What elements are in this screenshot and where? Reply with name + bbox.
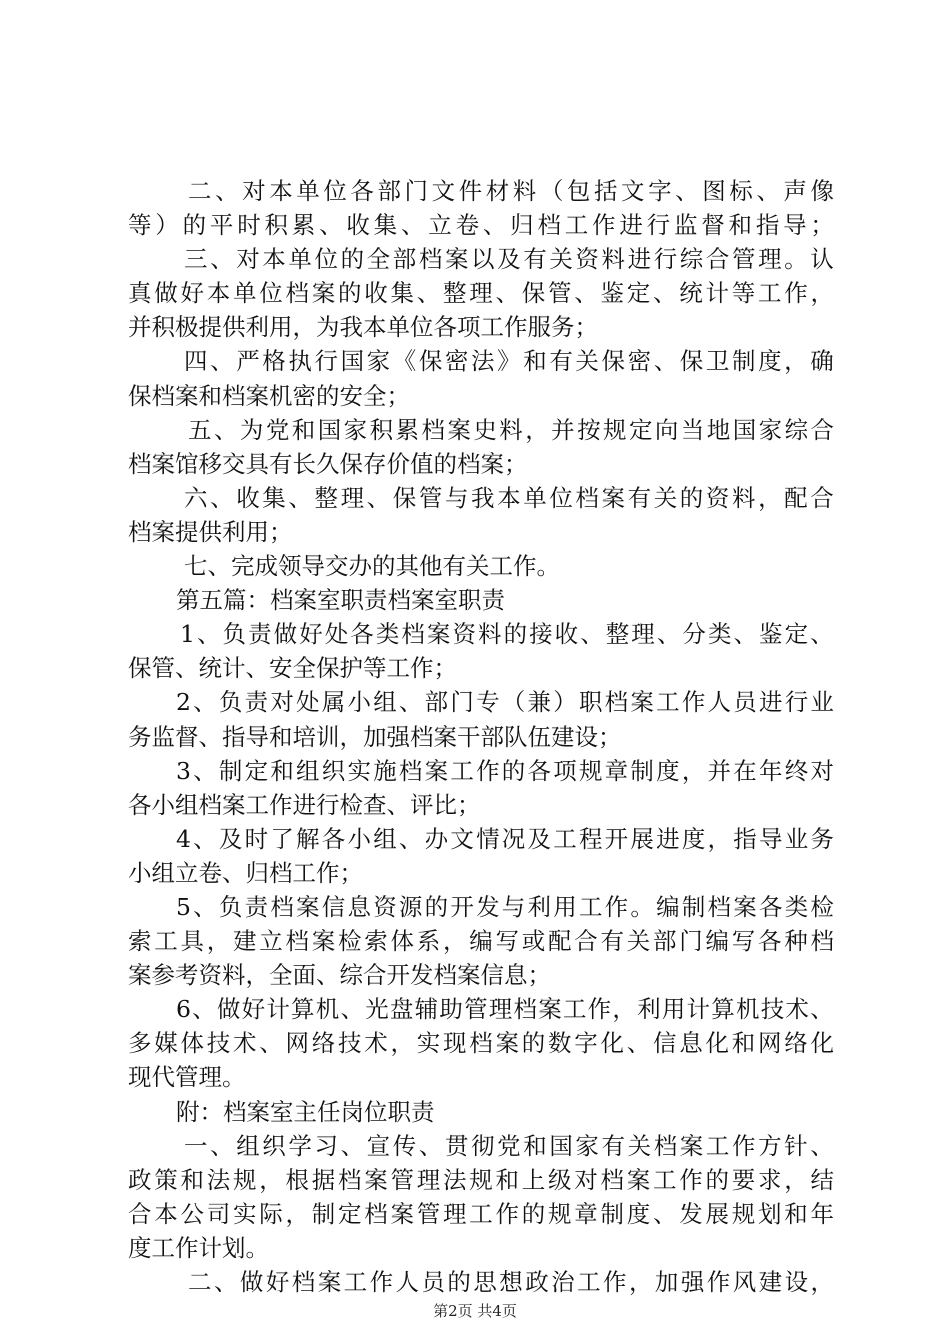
text-line: 一 、 组 织 学 习 、 宣 传 、 贯 彻 党 和 国 家 有 关 档 案 工 作 方 针 、 [184, 1131, 834, 1160]
text-line: 五 、 为 党 和 国 家 积 累 档 案 史 料 ， 并 按 规 定 向 当 地 国 家 综 合 [188, 415, 834, 444]
text-line: 各小组档案工作进行检查、评比； [128, 790, 481, 819]
text-line: 档案馆移交具有长久保存价值的档案； [128, 449, 528, 478]
text-line: 合 本 公 司 实 际 ， 制 定 档 案 管 理 工 作 的 规 章 制 度 、 发 展 规 划 和 年 [128, 1199, 834, 1228]
text-line: 4 、 及 时 了 解 各 小 组 、 办 文 情 况 及 工 程 开 展 进 度 ， 指 导 业 务 [176, 824, 834, 853]
text-line: 二 、 对 本 单 位 各 部 门 文 件 材 料 （ 包 括 文 字 、 图 标 、 声 像 [188, 177, 834, 205]
text-line: 保管、统计、安全保护等工作； [128, 654, 457, 683]
text-line: 二 、 做 好 档 案 工 作 人 员 的 思 想 政 治 工 作 ， 加 强 作 风 建 设 ， [188, 1268, 834, 1296]
text-line: 等 ） 的 平 时 积 累 、 收 集 、 立 卷 、 归 档 工 作 进 行 监 督 和 指 导 ； [128, 211, 834, 240]
text-line: 小组立卷、归档工作； [128, 858, 363, 887]
text-line: 1 、 负 责 做 好 处 各 类 档 案 资 料 的 接 收 、 整 理 、 分 类 、 鉴 定 、 [180, 620, 834, 649]
text-line: 附：档案室主任岗位职责 [176, 1097, 435, 1126]
text-line: 并积极提供利用，为我本单位各项工作服务； [128, 313, 598, 342]
text-line: 多 媒 体 技 术 、 网 络 技 术 ， 实 现 档 案 的 数 字 化 、 信 息 化 和 网 络 化 [128, 1029, 834, 1058]
text-line: 政 策 和 法 规 ， 根 据 档 案 管 理 法 规 和 上 级 对 档 案 工 作 的 要 求 ， 结 [128, 1165, 834, 1194]
text-line: 务监督、指导和培训，加强档案干部队伍建设； [128, 722, 622, 751]
text-line: 2 、 负 责 对 处 属 小 组 、 部 门 专 （ 兼 ） 职 档 案 工 作 人 员 进 行 业 [176, 688, 834, 717]
text-line: 索 工 具 ， 建 立 档 案 检 索 体 系 ， 编 写 或 配 合 有 关 部 门 编 写 各 种 档 [128, 927, 834, 956]
text-line: 案参考资料，全面、综合开发档案信息； [128, 961, 551, 990]
text-line: 现代管理。 [128, 1063, 246, 1092]
text-line: 3 、 制 定 和 组 织 实 施 档 案 工 作 的 各 项 规 章 制 度 ， 并 在 年 终 对 [176, 756, 834, 785]
page-footer: 第2页 共4页 [433, 1302, 517, 1320]
text-line: 真 做 好 本 单 位 档 案 的 收 集 、 整 理 、 保 管 、 鉴 定 、 统 计 等 工 作 ， [128, 279, 834, 308]
text-line: 三 、 对 本 单 位 的 全 部 档 案 以 及 有 关 资 料 进 行 综 合 管 理 。 认 [184, 245, 834, 274]
text-line: 度工作计划。 [128, 1233, 269, 1262]
text-line: 六 、 收 集 、 整 理 、 保 管 与 我 本 单 位 档 案 有 关 的 资 料 ， 配 合 [184, 483, 834, 512]
text-line: 6 、 做 好 计 算 机 、 光 盘 辅 助 管 理 档 案 工 作 ， 利 用 计 算 机 技 术 、 [176, 995, 834, 1024]
text-line: 第五篇：档案室职责档案室职责 [176, 586, 505, 615]
text-line: 四 、 严 格 执 行 国 家 《 保 密 法 》 和 有 关 保 密 、 保 卫 制 度 ， 确 [184, 347, 834, 376]
text-line: 保档案和档案机密的安全； [128, 381, 410, 410]
text-line: 档案提供利用； [128, 517, 293, 546]
document-body [128, 174, 834, 1299]
text-line: 5 、 负 责 档 案 信 息 资 源 的 开 发 与 利 用 工 作 。 编 制 档 案 各 类 检 [176, 892, 834, 921]
text-line: 七、完成领导交办的其他有关工作。 [184, 552, 560, 581]
